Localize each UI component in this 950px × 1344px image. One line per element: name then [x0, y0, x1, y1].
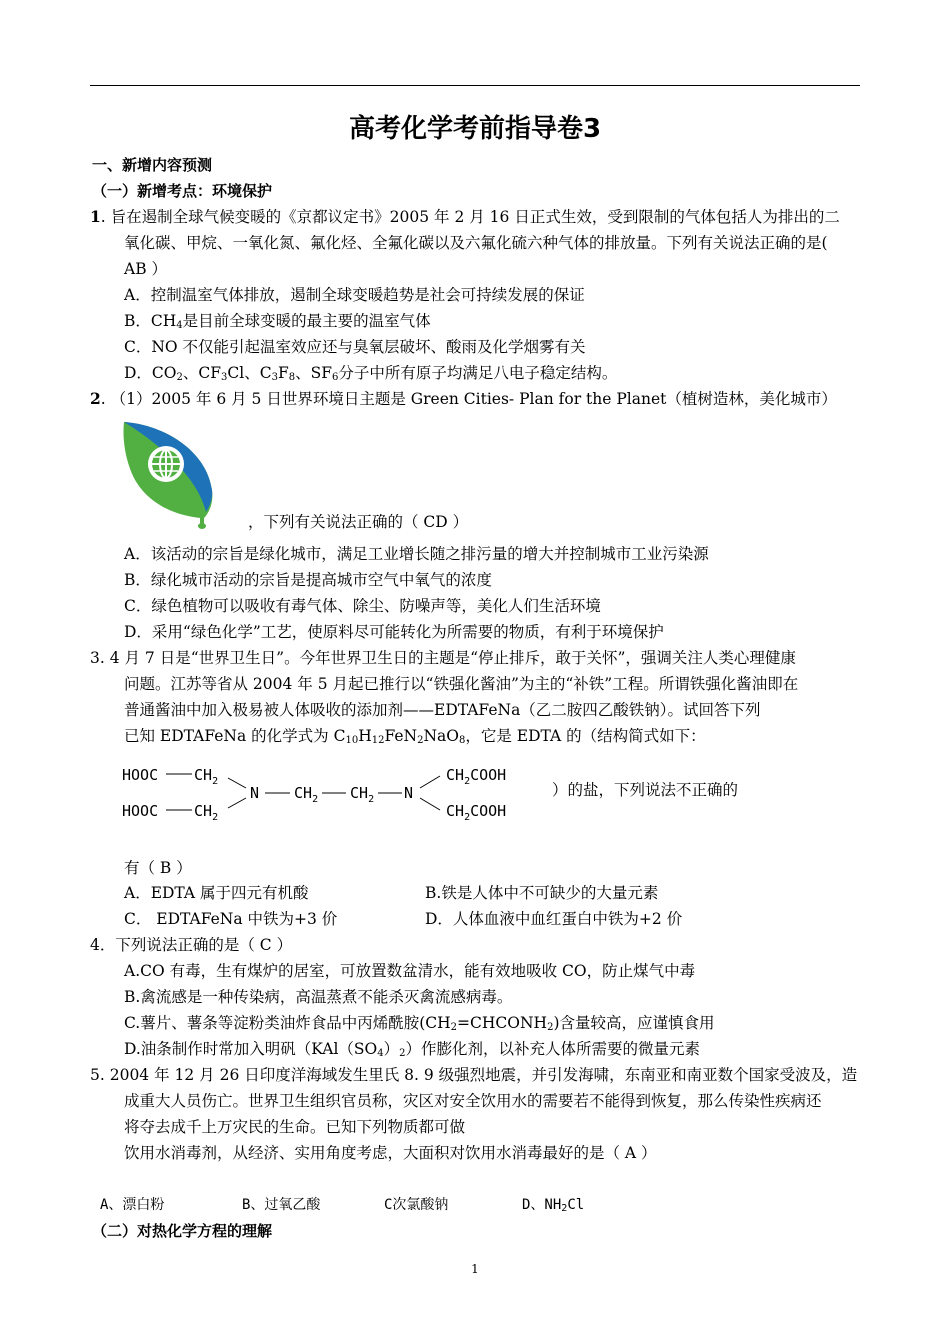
q2-option-a: A．该活动的宗旨是绿化城市，满足工业增长随之排污量的增大并控制城市工业污染源 [124, 545, 709, 563]
q1-option-b: B．$CH_4$是目前全球变暖的最主要的温室气体 [124, 312, 431, 331]
struct-n-left: N [250, 784, 260, 802]
q1-option-a: A．控制温室气体排放，遏制全球变暖趋势是社会可持续发展的保证 [124, 286, 585, 304]
q3-option-c: C． EDTAFeNa 中铁为+3 价 [124, 910, 338, 928]
struct-ch2cooh-bottom: $CH_2COOH$ [446, 802, 507, 823]
q3-line4: 已知 EDTAFeNa 的化学式为 $C_{10}H_{12}FeN_2NaO_8$，它是 EDTA 的（结构简式如下： [124, 727, 706, 746]
q5-option-a: A、漂白粉 [100, 1197, 165, 1213]
q1-number: 1 [90, 207, 101, 226]
q5-line2: 成重大人员伤亡。世界卫生组织官员称，灾区对安全饮用水的需要若不能得到恢复，那么传染性疾病还 [124, 1092, 822, 1110]
q3-option-a: A．EDTA 属于四元有机酸 [124, 884, 309, 902]
q3-line3: 普通酱油中加入极易被人体吸收的添加剂——EDTAFeNa（乙二胺四乙酸铁钠）。试回答下列 [124, 701, 761, 719]
q1-option-c: C．NO 不仅能引起温室效应还与臭氧层破坏、酸雨及化学烟雾有关 [124, 338, 586, 356]
q4-option-c: C.薯片、薯条等淀粉类油炸食品中丙烯酰胺$(CH_2=CHCONH_2)$含量较高，应谨慎食用 [124, 1014, 715, 1033]
q3-option-d: D．人体血液中血红蛋白中铁为+2 价 [425, 910, 683, 928]
q2-line2: ，下列有关说法正确的（ CD ） [248, 513, 469, 531]
q5-line4: 饮用水消毒剂，从经济、实用角度考虑，大面积对饮用水消毒最好的是（ A ） [124, 1144, 657, 1162]
q2-text1: . （1）2005 年 6 月 5 日世界环境日主题是 Green Cities- Plan for the Planet（植树造林，美化城市） [100, 390, 837, 408]
subsection-heading-2: （二）对热化学方程的理解 [92, 1222, 273, 1240]
q1-line1 [90, 204, 840, 230]
q2-option-c: C．绿色植物可以吸收有毒气体、除尘、防噪声等，美化人们生活环境 [124, 597, 601, 615]
subsection-heading-1: （一）新增考点：环境保护 [92, 182, 273, 200]
q1-text1: . 旨在遏制全球气候变暖的《京都议定书》2005 年 2 月 16 日正式生效，受到限制的气体包括人为排出的二 [100, 208, 840, 226]
q5-line3: 将夺去成千上万灾民的生命。已知下列物质都可做 [124, 1118, 466, 1136]
q4-line1: 4．下列说法正确的是（ C ） [90, 936, 293, 954]
q2-option-b: B．绿化城市活动的宗旨是提高城市空气中氧气的浓度 [124, 571, 492, 589]
q5-option-d: D、$NH_2Cl$ [522, 1197, 585, 1214]
struct-ch2-mid2: $CH_2$ [350, 784, 375, 805]
q5-option-c: C次氯酸钠 [384, 1197, 449, 1213]
struct-n-right: N [404, 784, 414, 802]
struct-ch2-top: $CH_2$ [194, 766, 219, 787]
struct-ch2cooh-top: $CH_2COOH$ [446, 766, 507, 787]
page-title: 高考化学考前指导卷3 [348, 114, 602, 144]
q4-option-a: A.CO 有毒，生有煤炉的居室，可放置数盆清水，能有效地吸收 CO，防止煤气中毒 [124, 962, 696, 980]
q2-number: 2 [90, 389, 101, 408]
page-number: 1 [471, 1262, 479, 1276]
section-heading-1: 一、新增内容预测 [92, 156, 213, 174]
q4-option-b: B.禽流感是一种传染病，高温蒸煮不能杀灭禽流感病毒。 [124, 988, 513, 1006]
edta-structure-diagram [120, 760, 550, 830]
q3-line1: 3. 4 月 7 日是“世界卫生日”。今年世界卫生日的主题是“停止排斥，敢于关怀”，强调关注人类心理健康 [90, 649, 796, 667]
q2-line1 [90, 386, 837, 412]
q3-line6: 有（ B ） [124, 859, 192, 877]
struct-ch2-bottom: $CH_2$ [194, 802, 219, 823]
green-cities-leaf-logo [120, 420, 216, 530]
q1-option-d: D．$CO_2$、$CF_3Cl$、$C_3F_8$、$SF_6$分子中所有原子均满足八电子稳定结构。 [124, 364, 618, 383]
q1-line3: AB ） [124, 260, 168, 278]
q1-line2: 氧化碳、甲烷、一氧化氮、氟化烃、全氟化碳以及六氟化硫六种气体的排放量。下列有关说法正确的是( [124, 234, 828, 252]
struct-hooc-bottom: HOOC [122, 802, 159, 820]
q3-line2: 问题。江苏等省从 2004 年 5 月起已推行以“铁强化酱油”为主的“补铁”工程。所谓铁强化酱油即在 [124, 675, 799, 693]
q3-option-b: B.铁是人体中不可缺少的大量元素 [425, 884, 659, 902]
top-rule [90, 85, 860, 86]
q5-option-b: B、过氧乙酸 [242, 1197, 321, 1213]
q5-line1: 5. 2004 年 12 月 26 日印度洋海域发生里氏 8. 9 级强烈地震，并引发海啸，东南亚和南亚数个国家受波及，造 [90, 1066, 858, 1084]
q3-line5: ）的盐，下列说法不正确的 [552, 781, 739, 799]
struct-ch2-mid1: $CH_2$ [294, 784, 319, 805]
struct-hooc-top: HOOC [122, 766, 159, 784]
q4-option-d: D.油条制作时常加入明矾$(KAl(SO_4)_2)$作膨化剂，以补充人体所需要的微量元素 [124, 1040, 701, 1059]
q2-option-d: D．采用“绿色化学”工艺，使原料尽可能转化为所需要的物质，有利于环境保护 [124, 623, 664, 641]
